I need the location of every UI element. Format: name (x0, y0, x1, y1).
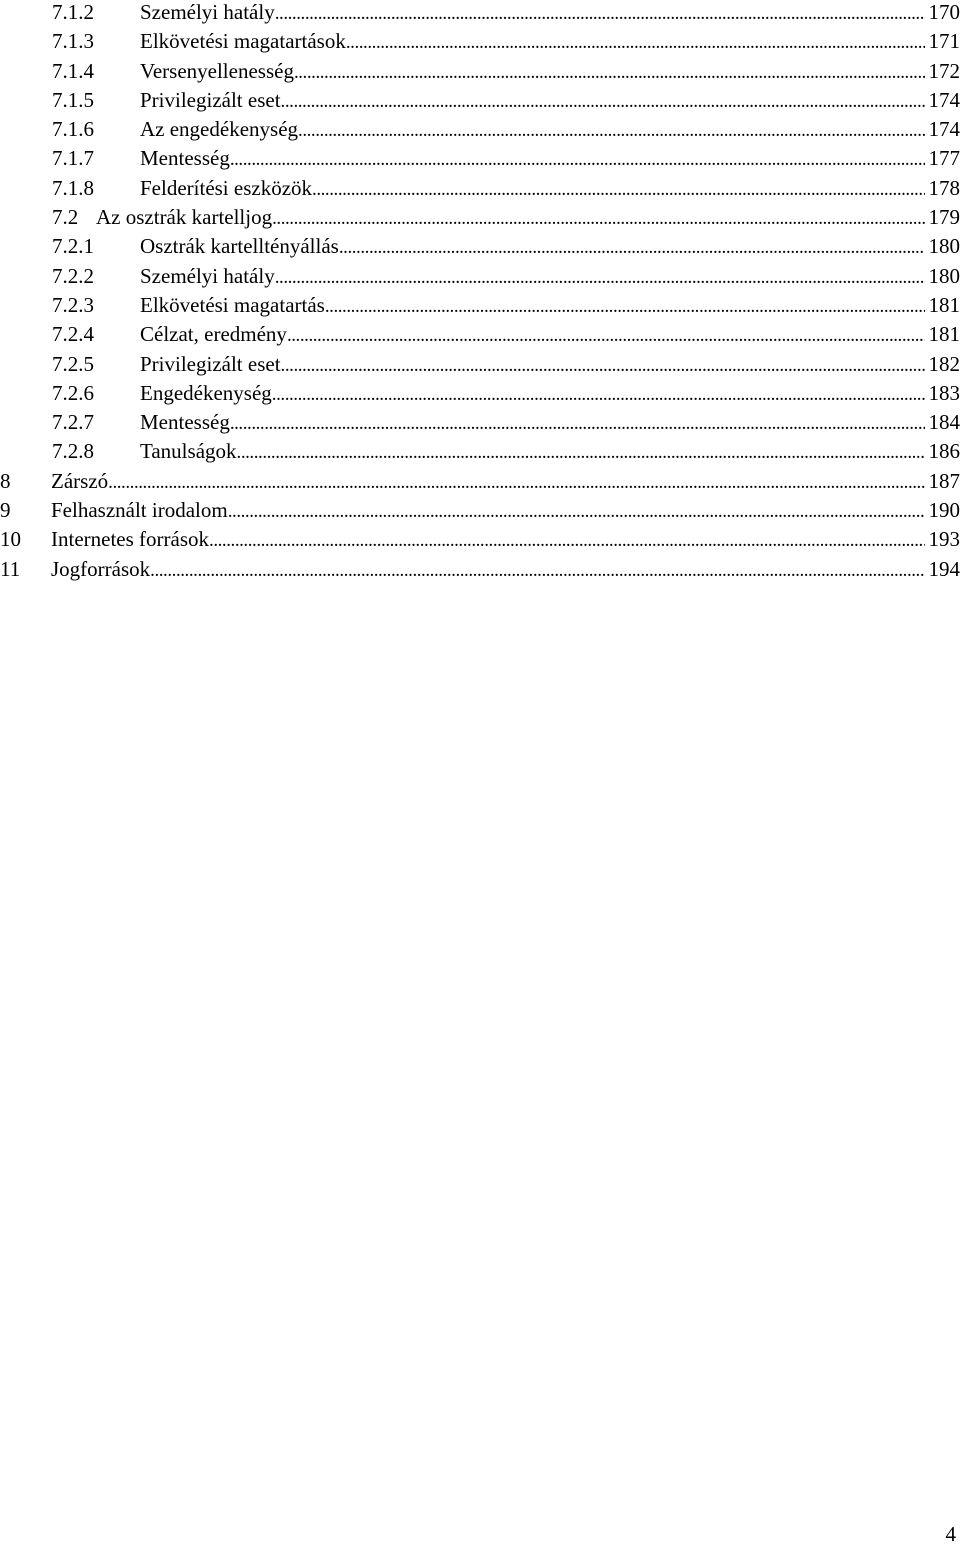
toc-entry-title[interactable]: Az osztrák kartelljog (96, 205, 273, 230)
toc-entry-page: 174 (928, 117, 960, 142)
toc-entry-number: 10 (0, 527, 21, 552)
toc-entry[interactable] (0, 527, 960, 556)
toc-entry-number: 7.2.8 (52, 439, 94, 464)
toc-entry-title[interactable]: Személyi hatály (140, 263, 275, 288)
toc-entry-page: 183 (928, 380, 960, 405)
toc-entry-title[interactable]: Felhasznált irodalom (51, 498, 228, 523)
toc-entry-page: 171 (928, 29, 960, 54)
toc-entry-number: 7.2.1 (52, 234, 94, 259)
toc-entry[interactable] (0, 557, 960, 586)
toc-entry-body (140, 293, 960, 319)
toc-entry[interactable] (0, 352, 960, 381)
toc-entry-number: 7.1.5 (52, 87, 94, 112)
page-number: 4 (945, 1522, 956, 1546)
toc-entry-body (140, 176, 960, 202)
toc-entry-page: 172 (928, 58, 960, 83)
dot-leader (339, 234, 925, 260)
toc-entry-title[interactable]: Mentesség (140, 410, 230, 435)
toc-entry[interactable] (0, 410, 960, 439)
toc-entry-number: 7.1.6 (52, 117, 94, 142)
toc-entry-body (140, 264, 960, 290)
toc-entry-number: 7.1.3 (52, 29, 94, 54)
toc-entry[interactable] (0, 234, 960, 263)
toc-entry[interactable] (0, 88, 960, 117)
toc-entry-body (51, 498, 960, 524)
toc-entry-page: 193 (928, 527, 960, 552)
toc-entry-page: 194 (928, 556, 960, 581)
dot-leader (209, 527, 924, 553)
dot-leader (281, 88, 925, 114)
toc-entry-page: 187 (928, 468, 960, 493)
toc-entry-title[interactable]: Elkövetési magatartások (140, 29, 346, 54)
toc-entry-title[interactable]: Célzat, eredmény (140, 322, 287, 347)
toc-entry-title[interactable]: Osztrák kartelltényállás (140, 234, 339, 259)
toc-entry-title[interactable]: Engedékenység (140, 380, 272, 405)
toc-entry-body (140, 0, 960, 26)
toc-entry[interactable] (0, 293, 960, 322)
toc-entry[interactable] (0, 176, 960, 205)
dot-leader (272, 381, 925, 407)
toc-entry-body (140, 146, 960, 172)
toc-entry-body (51, 527, 960, 553)
toc-entry-page: 177 (928, 146, 960, 171)
toc-entry-number: 7.2.4 (52, 322, 94, 347)
toc-entry-number: 7.1.4 (52, 58, 94, 83)
dot-leader (108, 469, 924, 495)
dot-leader (150, 557, 924, 583)
toc-entry-title[interactable]: Az engedékenység (140, 117, 299, 142)
toc-entry-number: 7.2 (52, 205, 79, 230)
toc-entry-number: 11 (0, 556, 21, 581)
dot-leader (275, 264, 925, 290)
toc-entry-number: 7.2.3 (52, 292, 94, 317)
dot-leader (228, 498, 925, 524)
dot-leader (237, 439, 925, 465)
dot-leader (272, 205, 924, 231)
toc-entry-title[interactable]: Privilegizált eset (140, 351, 281, 376)
toc-entry-body (140, 410, 960, 436)
toc-entry-page: 181 (928, 292, 960, 317)
toc-entry-body (140, 439, 960, 465)
toc-entry-page: 180 (928, 263, 960, 288)
toc-entry-body (140, 88, 960, 114)
dot-leader (281, 352, 925, 378)
dot-leader (275, 0, 925, 26)
toc-entry-number: 8 (0, 468, 11, 493)
toc-entry[interactable] (0, 117, 960, 146)
toc-entry-number: 7.1.2 (52, 0, 94, 24)
toc-entry-page: 190 (928, 498, 960, 523)
toc-entry-title[interactable]: Személyi hatály (140, 0, 275, 24)
toc-entry-number: 7.2.6 (52, 380, 94, 405)
toc-entry-number: 7.1.7 (52, 146, 94, 171)
toc-entry-title[interactable]: Zárszó (51, 468, 109, 493)
dot-leader (230, 410, 925, 436)
toc-entry-page: 184 (928, 410, 960, 435)
toc-entry-page: 179 (928, 205, 960, 230)
toc-entry-page: 182 (928, 351, 960, 376)
dot-leader (325, 293, 925, 319)
toc-entry-body (140, 117, 960, 143)
toc-entry-title[interactable]: Internetes források (51, 527, 210, 552)
toc-entry-title[interactable]: Privilegizált eset (140, 87, 281, 112)
dot-leader (230, 146, 925, 172)
toc-entry-body (140, 352, 960, 378)
dot-leader (346, 29, 925, 55)
toc-entry[interactable] (0, 59, 960, 88)
toc-entry-title[interactable]: Jogforrások (51, 556, 151, 581)
toc-entry-title[interactable]: Tanulságok (140, 439, 237, 464)
toc-entry-title[interactable]: Mentesség (140, 146, 230, 171)
dot-leader (298, 117, 924, 143)
toc-entry-body (51, 469, 960, 495)
toc-entry[interactable] (0, 498, 960, 527)
toc-entry-body (140, 322, 960, 348)
toc-entry-number: 7.1.8 (52, 175, 94, 200)
toc-entry-body (140, 234, 960, 260)
toc-entry-title[interactable]: Versenyellenesség (140, 58, 294, 83)
toc-entry-body (140, 59, 960, 85)
toc-entry-body (51, 557, 960, 583)
table-of-contents (0, 0, 960, 586)
toc-entry[interactable] (0, 264, 960, 293)
toc-entry-body (140, 29, 960, 55)
toc-entry-page: 174 (928, 87, 960, 112)
dot-leader (294, 59, 925, 85)
toc-entry-page: 178 (928, 175, 960, 200)
toc-entry-number: 7.2.7 (52, 410, 94, 435)
toc-entry[interactable] (0, 322, 960, 351)
toc-entry[interactable] (0, 469, 960, 498)
toc-entry[interactable] (0, 439, 960, 468)
toc-entry[interactable] (0, 205, 960, 234)
toc-entry-title[interactable]: Elkövetési magatartás (140, 292, 325, 317)
toc-entry-number: 7.2.5 (52, 351, 94, 376)
toc-entry[interactable] (0, 146, 960, 175)
toc-entry-page: 170 (928, 0, 960, 24)
toc-entry-page: 181 (928, 322, 960, 347)
toc-entry[interactable] (0, 29, 960, 58)
toc-entry[interactable] (0, 0, 960, 29)
toc-entry-page: 180 (928, 234, 960, 259)
dot-leader (287, 322, 925, 348)
toc-entry[interactable] (0, 381, 960, 410)
toc-entry-number: 9 (0, 498, 11, 523)
toc-entry-title[interactable]: Felderítési eszközök (140, 175, 313, 200)
toc-entry-page: 186 (928, 439, 960, 464)
toc-entry-number: 7.2.2 (52, 263, 94, 288)
toc-entry-body (96, 205, 960, 231)
toc-entry-body (140, 381, 960, 407)
dot-leader (312, 176, 924, 202)
